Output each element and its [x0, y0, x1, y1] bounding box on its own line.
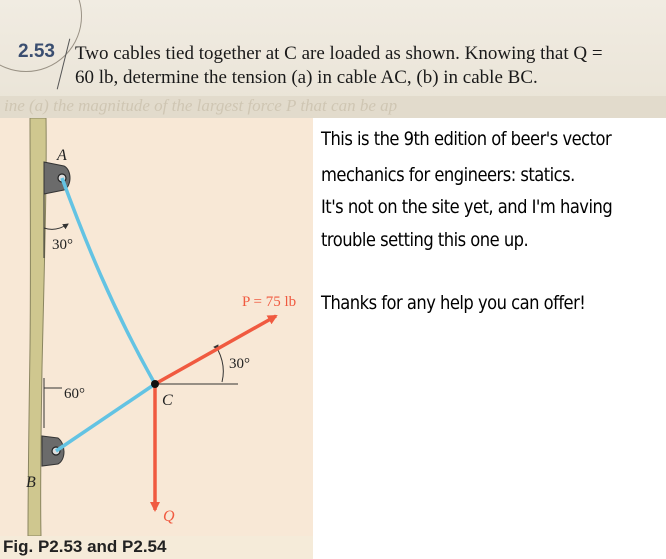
- figure-caption: Fig. P2.53 and P2.54: [3, 537, 167, 556]
- cable-diagram: [0, 118, 313, 536]
- problem-text-line-1: Two cables tied together at C are loaded as shown. Knowing that Q =: [75, 43, 603, 64]
- problem-text-line-2: 60 lb, determine the tension (a) in cable AC, (b) in cable BC.: [75, 67, 538, 88]
- label-a: A: [57, 147, 67, 164]
- note-line-1: This is the 9th edition of beer's vector: [321, 128, 612, 150]
- note-thanks: Thanks for any help you can offer!: [321, 292, 586, 314]
- label-angle-a: 30°: [52, 237, 73, 253]
- ghost-text: ine (a) the magnitude of the largest force P that can be ap: [0, 96, 666, 118]
- cable-ac: [62, 178, 155, 384]
- label-angle-p: 30°: [229, 356, 250, 372]
- label-force-p: P = 75 lb: [242, 294, 297, 310]
- note-line-4: trouble setting this one up.: [321, 229, 529, 251]
- label-angle-b: 60°: [64, 386, 85, 402]
- label-b: B: [26, 474, 36, 491]
- problem-number: 2.53: [18, 41, 55, 62]
- angle-arc-p: [218, 350, 223, 382]
- label-q: Q: [163, 508, 175, 525]
- angle-arc-a: [44, 224, 68, 229]
- label-c: C: [162, 392, 173, 409]
- note-line-3: It's not on the site yet, and I'm having: [321, 196, 613, 218]
- joint-c: [151, 380, 159, 388]
- force-p-arrow: [155, 316, 276, 384]
- note-line-2: mechanics for engineers: statics.: [321, 164, 575, 186]
